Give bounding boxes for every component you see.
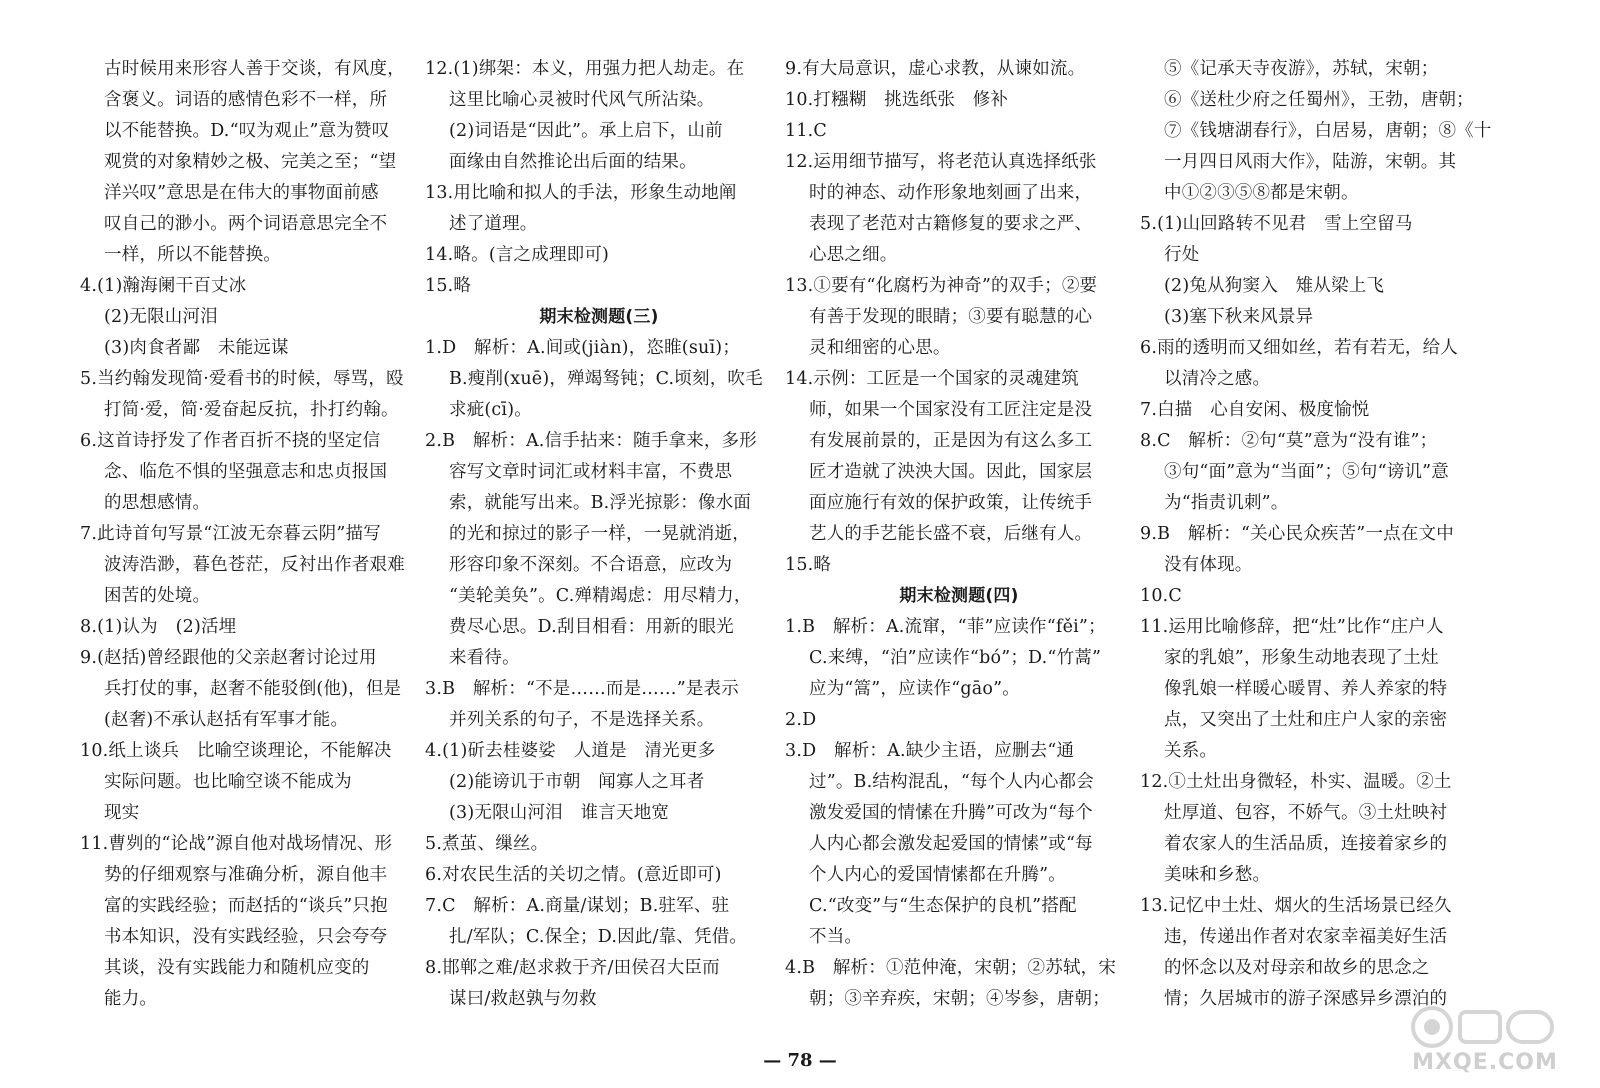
answer-line: 一月四日风雨大作》，陆游，宋朝。其 (1164, 152, 1457, 172)
answer-line: 15.略 (425, 276, 472, 296)
answer-line: 7.白描 心自安闲、极度愉悦 (1140, 400, 1370, 420)
answer-line: 过”。B.结构混乱，“每个人内心都会 (809, 772, 1094, 792)
answer-line: 9.有大局意识，虚心求教，从谏如流。 (785, 59, 1086, 79)
answer-line: 表现了老范对古籍修复的要求之严、 (809, 214, 1093, 234)
answer-line: 3.B 解析：“不是……而是……”是表示 (425, 679, 739, 699)
answer-line: 朝；③辛弃疾，宋朝；④岑参，唐朝； (809, 989, 1110, 1009)
answer-line: 念、临危不惧的坚强意志和忠贞报国 (104, 462, 388, 482)
answer-line: 能力。 (104, 989, 158, 1009)
watermark (1410, 1004, 1560, 1074)
answer-line: 13.①要有“化腐朽为神奇”的双手；②要 (785, 276, 1098, 296)
answer-line: 点，又突出了土灶和庄户人家的亲密 (1164, 710, 1448, 730)
answer-line: 4.(1)斫去桂婆娑 人道是 清光更多 (425, 741, 716, 761)
answer-line: (3)无限山河泪 谁言天地宽 (449, 803, 670, 823)
answer-column-2 (425, 54, 773, 1015)
answer-line: 13.记忆中土灶、烟火的生活场景已经久 (1140, 896, 1452, 916)
answer-line: 1.B 解析：A.流窜，“菲”应读作“fěi”； (785, 617, 1106, 637)
answer-line: (2)无限山河泪 (104, 307, 218, 327)
answer-line: 困苦的处境。 (104, 586, 211, 606)
answer-line: 实际问题。也比喻空谈不能成为 (104, 772, 352, 792)
answer-line: 富的实践经验；而赵括的“谈兵”只抱 (104, 896, 388, 916)
answer-line: 着农家人的生活品质，连接着家乡的 (1164, 834, 1448, 854)
answer-line: 灶厚道、包容，不娇气。③土灶映衬 (1164, 803, 1448, 823)
answer-line: 这里比喻心灵被时代风气所沾染。 (449, 90, 715, 110)
answer-line: B.瘦削(xuē)，殚竭驽钝；C.顷刻，吹毛 (449, 369, 763, 389)
answer-line: 有善于发现的眼睛；③要有聪慧的心 (809, 307, 1093, 327)
answer-line: C.来缚，“泊”应读作“bó”；D.“竹蒿” (809, 648, 1102, 668)
answer-line: 违，传递出作者对农家幸福美好生活 (1164, 927, 1448, 947)
answer-line: 来看待。 (449, 648, 520, 668)
answer-line: 不当。 (809, 927, 863, 947)
answer-line: 情；久居城市的游子深感异乡漂泊的 (1164, 989, 1448, 1009)
answer-line: 9.(赵括)曾经跟他的父亲赵奢讨论过用 (80, 648, 377, 668)
answer-line: 3.D 解析：A.缺少主语，应删去“通 (785, 741, 1075, 761)
answer-line: 面缘由自然推论出后面的结果。 (449, 152, 697, 172)
answer-line: 其谈，没有实践能力和随机应变的 (104, 958, 370, 978)
answer-line: 的思想感情。 (104, 493, 211, 513)
answer-line: (赵奢)不承认赵括有军事才能。 (104, 710, 349, 730)
answer-column-1 (80, 54, 428, 1015)
answer-line: 2.D (785, 710, 817, 730)
answer-line: 12.运用细节描写，将老范认真选择纸张 (785, 152, 1097, 172)
answer-line: 扎/军队；C.保全；D.因此/靠、凭借。 (449, 927, 748, 947)
answer-line: 有发展前景的，正是因为有这么多工 (809, 431, 1093, 451)
answer-line: 行处 (1164, 245, 1200, 265)
answer-column-3 (785, 54, 1133, 1015)
answer-line: 的光和掠过的影子一样，一晃就消逝， (449, 524, 750, 544)
answer-line: 含褒义。词语的感情色彩不一样，所 (104, 90, 388, 110)
answer-line: 心思之细。 (809, 245, 898, 265)
answer-line: 7.此诗首句写景“江波无奈暮云阴”描写 (80, 524, 381, 544)
answer-line: 6.这首诗抒发了作者百折不挠的坚定信 (80, 431, 381, 451)
answer-line: 10.C (1140, 586, 1183, 606)
answer-line: 6.雨的透明而又细如丝，若有若无，给人 (1140, 338, 1458, 358)
answer-line: 洋兴叹”意思是在伟大的事物面前感 (104, 183, 379, 203)
answer-line: 现实 (104, 803, 140, 823)
answer-line: 为“指责讥刺”。 (1164, 493, 1289, 513)
answer-line: 5.煮茧、缫丝。 (425, 834, 549, 854)
answer-line: (2)词语是“因此”。承上启下，山前 (449, 121, 723, 141)
answer-line: 激发爱国的情愫在升腾”可改为“每个 (809, 803, 1093, 823)
answer-line: (2)能谤讥于市朝 闻寡人之耳者 (449, 772, 705, 792)
answer-line: 面应施行有效的保护政策，让传统手 (809, 493, 1093, 513)
answer-line: 4.B 解析：①范仲淹，宋朝；②苏轼，宋 (785, 958, 1117, 978)
answer-line: 8.(1)认为 (2)活埋 (80, 617, 237, 637)
answer-line: (2)兔从狗窦入 雉从梁上飞 (1164, 276, 1385, 296)
answer-line: 14.示例：工匠是一个国家的灵魂建筑 (785, 369, 1079, 389)
answer-line: 5.(1)山回路转不见君 雪上空留马 (1140, 214, 1413, 234)
section-heading: 期末检测题(三) (539, 307, 659, 327)
answer-line: C.“改变”与“生态保护的良机”搭配 (809, 896, 1077, 916)
answer-line: 2.B 解析：A.信手拈来：随手拿来，多形 (425, 431, 757, 451)
answer-line: 一样，所以不能替换。 (104, 245, 281, 265)
answer-line: 没有体现。 (1164, 555, 1253, 575)
watermark-text: MXQE.COM (1412, 1050, 1558, 1075)
answer-line: 8.C 解析：②句“莫”意为“没有谁”； (1140, 431, 1438, 451)
answer-line: 势的仔细观察与准确分析，源自他丰 (104, 865, 388, 885)
answer-line: (3)塞下秋来风景异 (1164, 307, 1314, 327)
answer-line: 容写文章时词汇或材料丰富，不费思 (449, 462, 733, 482)
answer-line: 家的乳娘”，形象生动地表现了土灶 (1164, 648, 1439, 668)
answer-line: 匠才造就了泱泱大国。因此，国家层 (809, 462, 1093, 482)
answer-line: 15.略 (785, 555, 832, 575)
page-number: — 78 — (763, 1050, 837, 1071)
answer-line: 个人内心的爱国情愫都在升腾”。 (809, 865, 1066, 885)
answer-line: 7.C 解析：A.商量/谋划；B.驻军、驻 (425, 896, 730, 916)
answer-line: 述了道理。 (449, 214, 538, 234)
answer-line: ⑥《送杜少府之任蜀州》，王勃，唐朝； (1164, 90, 1474, 110)
answer-line: 11.曹刿的“论战”源自他对战场情况、形 (80, 834, 393, 854)
answer-line: 11.C (785, 121, 828, 141)
answer-line: 古时候用来形容人善于交谈，有风度， (104, 59, 405, 79)
answer-line: 谋曰/救赵孰与勿救 (449, 989, 597, 1009)
answer-line: 求疵(cī)。 (449, 400, 532, 420)
answer-line: 索，就能写出来。B.浮光掠影：像水面 (449, 493, 752, 513)
answer-line: “美轮美奂”。C.殚精竭虑：用尽精力， (449, 586, 752, 606)
answer-line: 中①②③⑤⑧都是宋朝。 (1164, 183, 1359, 203)
answer-line: 9.B 解析：“关心民众疾苦”一点在文中 (1140, 524, 1454, 544)
answer-line: 美味和乡愁。 (1164, 865, 1271, 885)
answer-line: 6.对农民生活的关切之情。(意近即可) (425, 865, 722, 885)
answer-line: 10.打糨糊 挑选纸张 修补 (785, 90, 1009, 110)
answer-line: 形容印象不深刻。不合语意，应改为 (449, 555, 733, 575)
answer-line: 13.用比喻和拟人的手法，形象生动地阐 (425, 183, 737, 203)
answer-line: ③句“面”意为“当面”；⑤句“谤讥”意 (1164, 462, 1449, 482)
answer-line: 8.邯郸之难/赵求救于齐/田侯召大臣而 (425, 958, 720, 978)
answer-line: 叹自己的渺小。两个词语意思完全不 (104, 214, 388, 234)
answer-line: ⑦《钱塘湖春行》，白居易，唐朝；⑧《十 (1164, 121, 1492, 141)
answer-line: 12.①土灶出身微轻，朴实、温暖。②土 (1140, 772, 1452, 792)
answer-line: 时的神态、动作形象地刻画了出来， (809, 183, 1093, 203)
answer-line: 10.纸上谈兵 比喻空谈理论，不能解决 (80, 741, 392, 761)
answer-line: 并列关系的句子，不是选择关系。 (449, 710, 715, 730)
answer-column-4 (1140, 54, 1492, 1015)
answer-line: ⑤《记承天寺夜游》，苏轼，宋朝； (1164, 59, 1439, 79)
answer-line: 4.(1)瀚海阑干百丈冰 (80, 276, 247, 296)
answer-line: 灵和细密的心思。 (809, 338, 951, 358)
watermark-logo-icon (1410, 1004, 1560, 1050)
answer-line: 艺人的手艺能长盛不衰，后继有人。 (809, 524, 1093, 544)
answer-line: (3)肉食者鄙 未能远谋 (104, 338, 289, 358)
answer-line: 兵打仗的事，赵奢不能驳倒(他)，但是 (104, 679, 402, 699)
answer-line: 的怀念以及对母亲和故乡的思念之 (1164, 958, 1430, 978)
answer-line: 以不能替换。D.“叹为观止”意为赞叹 (104, 121, 390, 141)
answer-line: 关系。 (1164, 741, 1218, 761)
answer-line: 1.D 解析：A.间或(jiàn)，恣睢(suī)； (425, 338, 741, 358)
answer-line: 11.运用比喻修辞，把“灶”比作“庄户人 (1140, 617, 1444, 637)
answer-line: 人内心都会激发起爱国的情愫”或“每 (809, 834, 1093, 854)
answer-line: 像乳娘一样暖心暖胃、养人养家的特 (1164, 679, 1448, 699)
answer-line: 应为“篙”，应读作“gāo”。 (809, 679, 1020, 699)
answer-line: 观赏的对象精妙之极、完美之至；“望 (104, 152, 397, 172)
answer-line: 书本知识，没有实践经验，只会夸夸 (104, 927, 388, 947)
answer-line: 师，如果一个国家没有工匠注定是没 (809, 400, 1093, 420)
answer-line: 12.(1)绑架：本义，用强力把人劫走。在 (425, 59, 745, 79)
section-heading: 期末检测题(四) (899, 586, 1019, 606)
answer-line: 5.当约翰发现简·爱看书的时候，辱骂，殴 (80, 369, 404, 389)
answer-line: 以清冷之感。 (1164, 369, 1271, 389)
answer-line: 波涛浩渺，暮色苍茫，反衬出作者艰难 (104, 555, 405, 575)
answer-line: 打简·爱，简·爱奋起反抗，扑打约翰。 (104, 400, 399, 420)
answer-line: 费尽心思。D.刮目相看：用新的眼光 (449, 617, 734, 637)
answer-line: 14.略。(言之成理即可) (425, 245, 610, 265)
